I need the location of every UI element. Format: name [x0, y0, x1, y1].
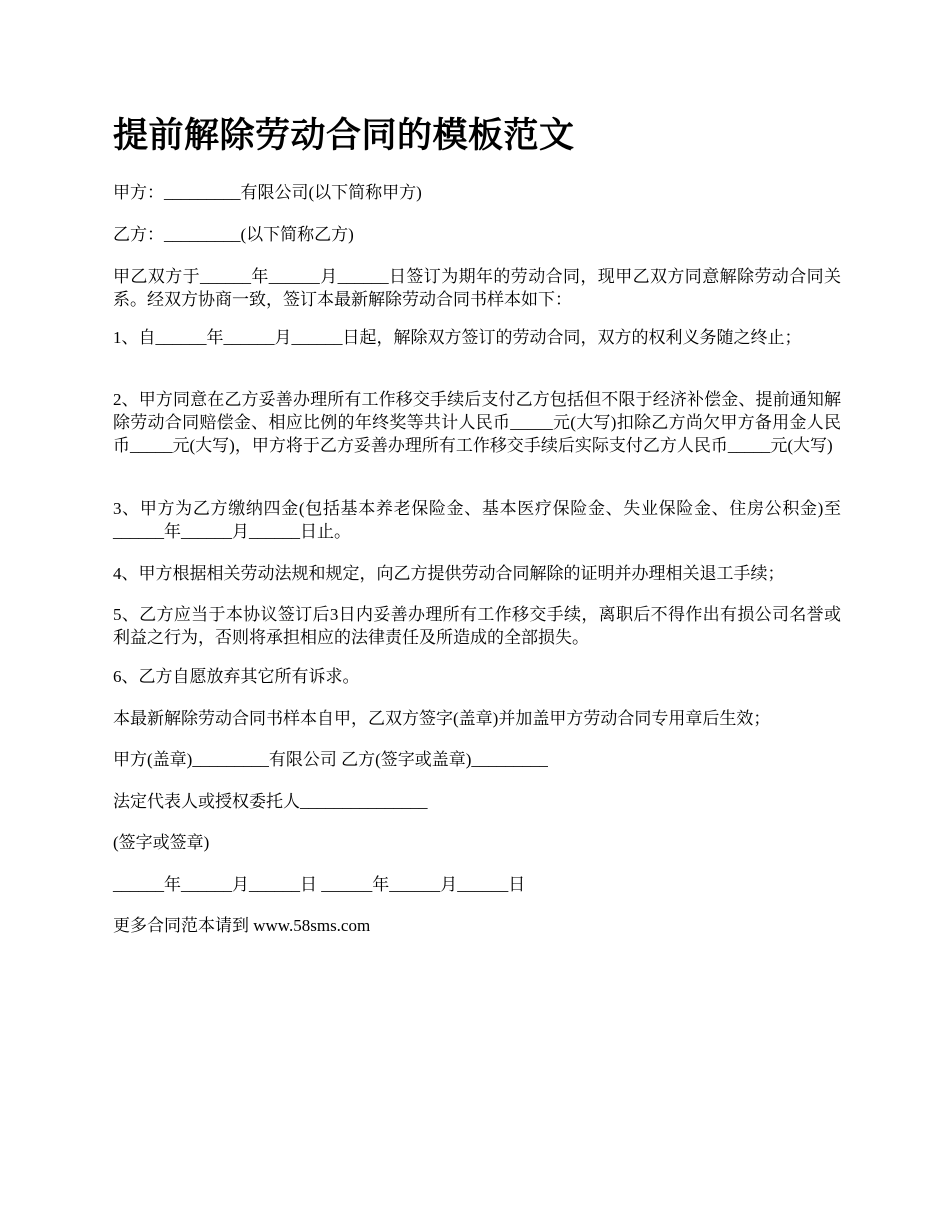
document-title: 提前解除劳动合同的模板范文	[113, 116, 575, 155]
party-b-line: 乙方：_________(以下简称乙方)	[113, 225, 354, 244]
more-templates-footer: 更多合同范本请到 www.58sms.com	[113, 916, 371, 935]
clause-5: 5、乙方应当于本协议签订后3日内妥善办理所有工作移交手续，离职后不得作出有损公司名誉或利益之行为，否则将承担相应的法律责任及所造成的全部损失。	[113, 605, 841, 647]
party-a-line: 甲方：_________有限公司(以下简称甲方)	[113, 183, 422, 202]
intro-paragraph: 甲乙双方于______年______月______日签订为期年的劳动合同，现甲乙双方同意解除劳动合同关系。经双方协商一致，签订本最新解除劳动合同书样本如下：	[113, 267, 841, 309]
clause-1: 1、自______年______月______日起，解除双方签订的劳动合同，双方的权利义务随之终止；	[113, 328, 802, 347]
effective-clause: 本最新解除劳动合同书样本自甲，乙双方签字(盖章)并加盖甲方劳动合同专用章后生效；	[113, 709, 771, 728]
clause-3: 3、甲方为乙方缴纳四金(包括基本养老保险金、基本医疗保险金、失业保险金、住房公积金)至______年______月______日止。	[113, 499, 841, 541]
clause-2: 2、甲方同意在乙方妥善办理所有工作移交手续后支付乙方包括但不限于经济补偿金、提前通知解除劳动合同赔偿金、相应比例的年终奖等共计人民币_____元(大写)扣除乙方尚欠甲方备用金人民币_____元(大写)，甲方将于乙方妥善办理所有工作移交手续后实际支付乙方人民币_____元(大写)	[113, 390, 841, 455]
clause-4: 4、甲方根据相关劳动法规和规定，向乙方提供劳动合同解除的证明并办理相关退工手续；	[113, 564, 785, 583]
clause-6: 6、乙方自愿放弃其它所有诉求。	[113, 667, 360, 686]
signature-parties-line: 甲方(盖章)_________有限公司 乙方(签字或盖章)_________	[113, 750, 548, 769]
legal-representative-line: 法定代表人或授权委托人_______________	[113, 792, 428, 811]
signature-note: (签字或签章)	[113, 833, 210, 852]
signature-date-line: ______年______月______日 ______年______月______日	[113, 875, 526, 894]
